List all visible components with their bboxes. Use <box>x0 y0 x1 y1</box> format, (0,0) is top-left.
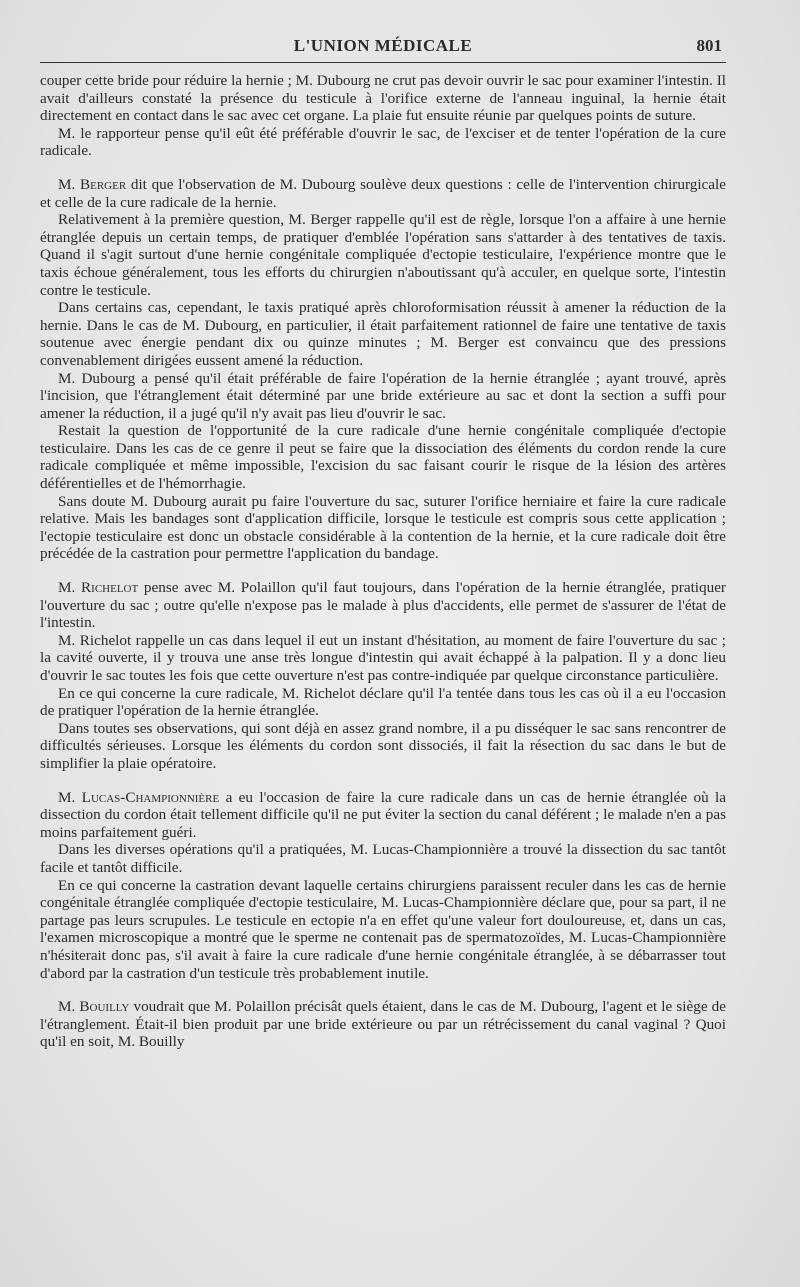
speaker-name: Bouilly <box>79 998 130 1016</box>
paragraph: Relativement à la première question, M. Berger rappelle qu'il est de règle, lorsque l'on a affaire à une hernie étranglée depuis un certain temps, de pratiquer d'emblée l'opération sans s'attarder à des tentatives de taxis. Quand il s'agit surtout d'une hernie congénitale compliquée d'ectopie testiculaire, l'expérience montre que le taxis échoue généralement, tous les efforts du chirurgien n'aboutissant qu'à acculer, en quelque sorte, l'intestin contre le testicule. <box>40 211 726 299</box>
speaker-name: Lucas-Championnière <box>81 788 220 806</box>
paragraph: M. le rapporteur pense qu'il eût été préférable d'ouvrir le sac, de l'exciser et de tenter l'opération de la cure radicale. <box>40 124 726 160</box>
speaker-name: Richelot <box>81 579 139 597</box>
speaker-paragraph: M. Richelot pense avec M. Polaillon qu'il faut toujours, dans l'opération de la hernie étranglée, pratiquer l'ouverture du sac ; outre qu'elle n'expose pas le malade à plus d'accidents, elle permet de s'assurer de l'état de l'intestin. <box>40 579 726 632</box>
paragraph-text: a eu l'occasion de faire la cure radicale dans un cas de hernie étranglée où la dissection du cordon était tellement difficile qu'il ne put éviter la section du canal déférent ; le malade n'en a pas moins parfaitement guéri. <box>40 788 726 841</box>
speaker-paragraph: M. Bouilly voudrait que M. Polaillon précisât quels étaient, dans le cas de M. Dubourg, l'agent et le siège de l'étranglement. Était-il bien produit par une bride extérieure ou par un rétrécissement du canal vaginal ? Quoi qu'il en soit, M. Bouilly <box>40 998 726 1051</box>
article-body <box>40 72 726 1051</box>
paragraph-text: pense avec M. Polaillon qu'il faut toujours, dans l'opération de la hernie étranglée, pratiquer l'ouverture du sac ; outre qu'elle n'expose pas le malade à plus d'accidents, elle permet de s'assurer de l'état de l'intestin. <box>40 579 726 632</box>
speaker-name: Berger <box>80 175 127 193</box>
journal-title: L'UNION MÉDICALE <box>293 36 473 55</box>
paragraph-text: dit que l'observation de M. Dubourg soulève deux questions : celle de l'intervention chirurgicale et celle de la cure radicale de la hernie. <box>40 175 726 211</box>
paragraph: M. Richelot rappelle un cas dans lequel il eut un instant d'hésitation, au moment de faire l'ouverture du sac ; la cavité ouverte, il y trouva une anse très longue d'intestin qui avait échappé à la palpation. Il y a donc lieu d'ouvrir le sac toutes les fois que cette ouverture n'est pas contre-indiquée par quelque circonstance particulière. <box>40 631 726 684</box>
paragraph-text: voudrait que M. Polaillon précisât quels étaient, dans le cas de M. Dubourg, l'agent et le siège de l'étranglement. Était-il bien produit par une bride extérieure ou par un rétrécissement du canal vaginal ? Quoi qu'il en soit, M. Bouilly <box>40 998 726 1051</box>
paragraph: Dans les diverses opérations qu'il a pratiquées, M. Lucas-Championnière a trouvé la dissection du sac tantôt facile et tantôt difficile. <box>40 841 726 876</box>
speaker-paragraph: M. Lucas-Championnière a eu l'occasion de faire la cure radicale dans un cas de hernie étranglée où la dissection du cordon était tellement difficile qu'il ne put éviter la section du canal déférent ; le malade n'en a pas moins parfaitement guéri. <box>40 788 726 841</box>
paragraph: En ce qui concerne la castration devant laquelle certains chirurgiens paraissent reculer dans les cas de hernie congénitale étranglée compliquée d'ectopie testiculaire, M. Lucas-Championnière déclare que, pour sa part, il ne partage pas leurs scrupules. Le testicule en ectopie n'a en effet qu'une valeur fort douloureuse, et, dans un cas, l'examen microscopique a montré que le sperme ne contenait pas de spermatozoïdes, M. Lucas-Championnière n'hésiterait donc pas, s'il avait à faire la cure radicale d'une hernie congénitale étranglée, à se débarrasser tout d'abord par la castration d'un testicule très probablement inutile. <box>40 876 726 982</box>
paragraph: Dans toutes ses observations, qui sont déjà en assez grand nombre, il a pu disséquer le sac sans rencontrer de difficultés sérieuses. Lorsque les éléments du cordon sont dissociés, il fait la résection du sac dans le but de simplifier la plaie opératoire. <box>40 719 726 772</box>
running-header <box>40 34 726 63</box>
paragraph: M. Dubourg a pensé qu'il était préférable de faire l'opération de la hernie étranglée ; ayant trouvé, après l'incision, que l'étranglement était déterminé par une bride extérieure au sac et dont la section a suffi pour amener la réduction, il a jugé qu'il n'y avait pas lieu d'ouvrir le sac. <box>40 369 726 422</box>
paragraph: Restait la question de l'opportunité de la cure radicale d'une hernie congénitale compliquée d'ectopie testiculaire. Dans les cas de ce genre il peut se faire que la dissociation des éléments du cordon rende la cure radicale compliquée et même impossible, l'excision du sac faisant courir le risque de la lésion des artères déférentielles et de l'hémorrhagie. <box>40 422 726 493</box>
paragraph: Sans doute M. Dubourg aurait pu faire l'ouverture du sac, suturer l'orifice herniaire et faire la cure radicale relative. Mais les bandages sont d'application difficile, lorsque le testicule est compris sous cette application ; l'ectopie testiculaire est donc un obstacle considérable à la contention de la hernie, et la cure radicale doit être précédée de la castration pour permettre l'application du bandage. <box>40 492 726 563</box>
paragraph: Dans certains cas, cependant, le taxis pratiqué après chloroformisation réussit à amener la réduction de la hernie. Dans le cas de M. Dubourg, en particulier, il était parfaitement rationnel de faire une tentative de taxis soutenue avec énergie pendant dix ou quinze minutes ; M. Berger est convaincu que des pressions convenablement dirigées eussent amené la réduction. <box>40 299 726 369</box>
page-number: 801 <box>696 36 722 55</box>
paragraph: En ce qui concerne la cure radicale, M. Richelot déclare qu'il l'a tentée dans tous les cas où il a eu l'occasion de pratiquer l'opération de la hernie étranglée. <box>40 684 726 720</box>
paragraph: couper cette bride pour réduire la hernie ; M. Dubourg ne crut pas devoir ouvrir le sac pour examiner l'intestin. Il avait d'ailleurs constaté la présence du testicule à l'orifice externe de l'anneau inguinal, la hernie était directement en contact dans le sac avec cet organe. La plaie fut ensuite réunie par quelques points de suture. <box>40 72 726 125</box>
speaker-paragraph: M. Berger dit que l'observation de M. Dubourg soulève deux questions : celle de l'intervention chirurgicale et celle de la cure radicale de la hernie. <box>40 175 726 211</box>
